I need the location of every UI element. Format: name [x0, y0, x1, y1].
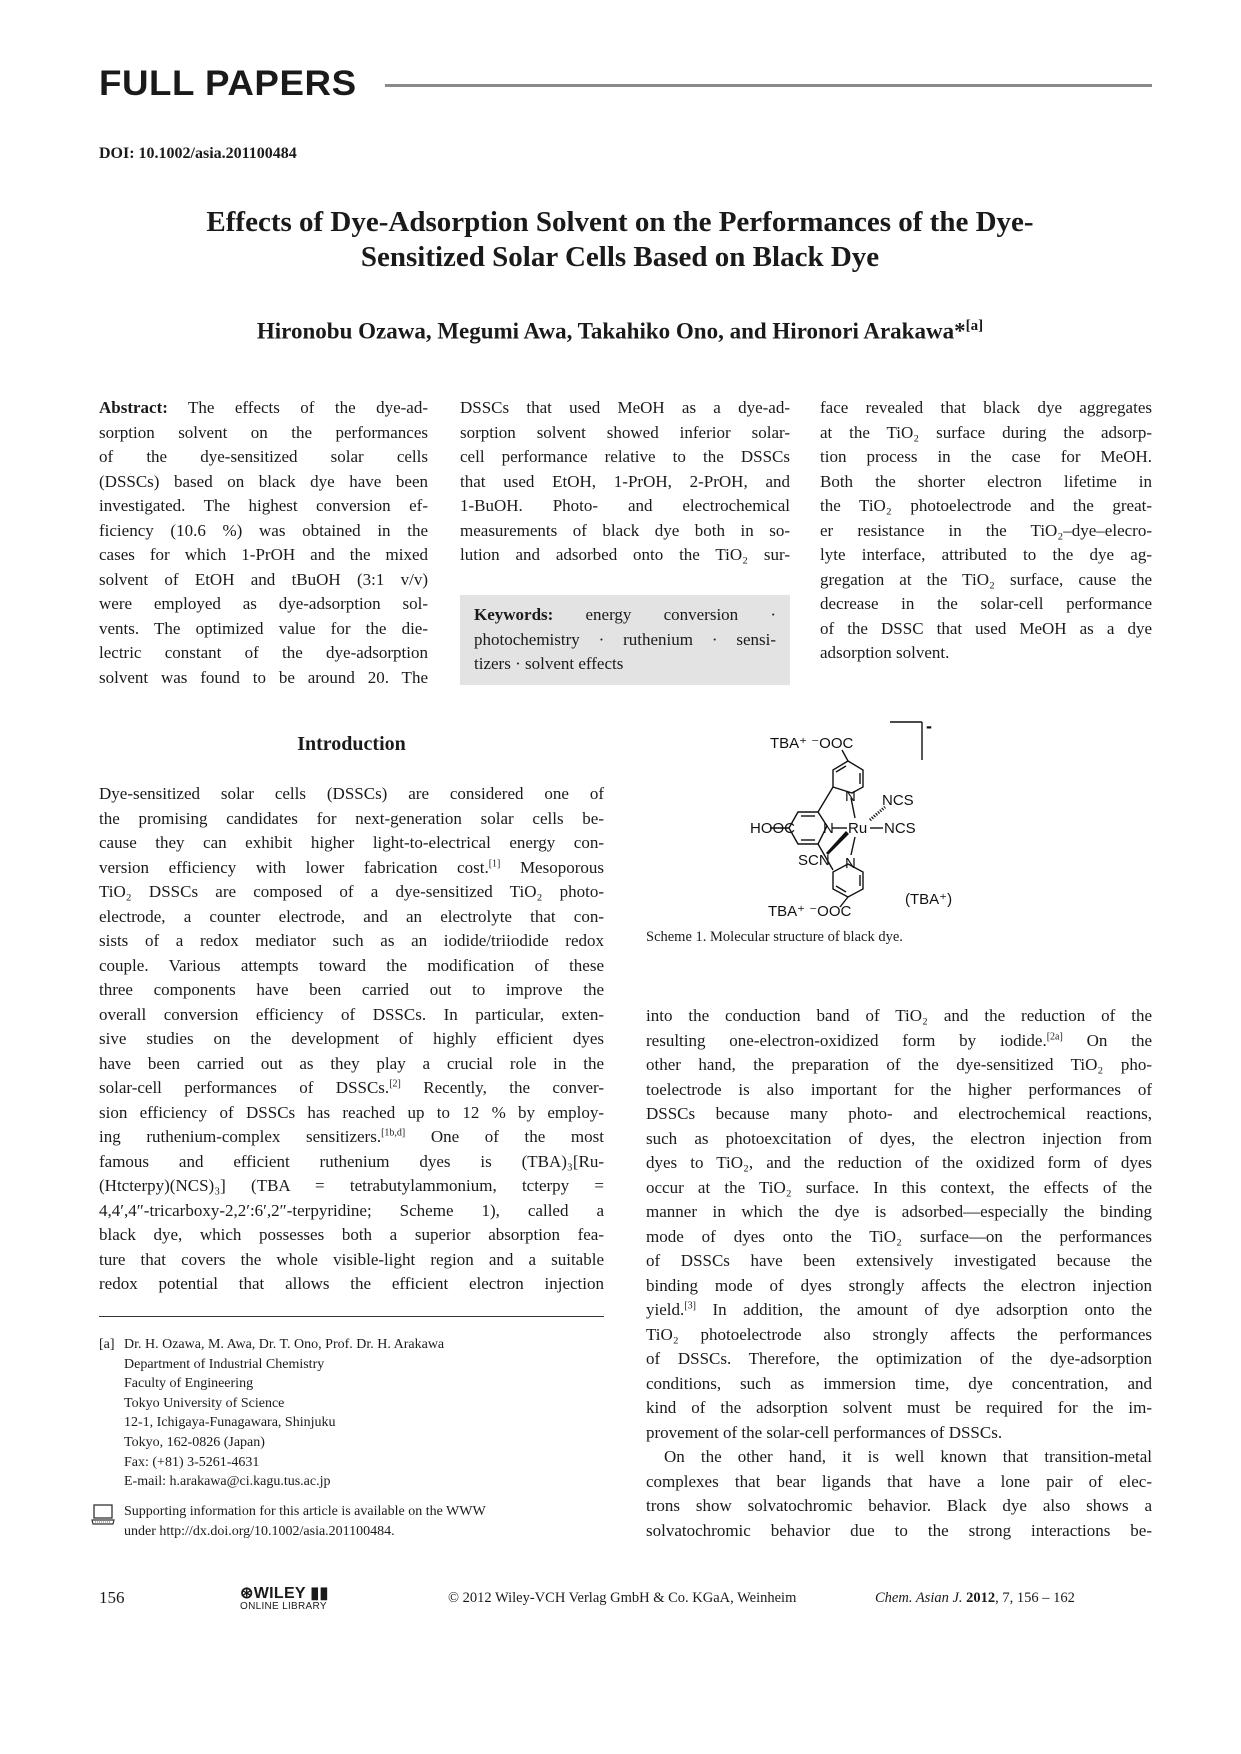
text-line: sorption solvent showed inferior solar-	[460, 422, 790, 442]
affiliation-footnote	[99, 1335, 444, 1492]
text-line: er resistance in the TiO₂–dye–elecro-	[820, 520, 1152, 540]
text-line: ing ruthenium-complex sensitizers.[1b,d] One of the most	[99, 1127, 604, 1146]
author-names: Hironobu Ozawa, Megumi Awa, Takahiko Ono, and Hironori Arakawa*	[256, 318, 966, 344]
text-line: couple. Various attempts toward the modification of these	[99, 955, 604, 975]
wiley-mark-icon: ⊛	[240, 1585, 254, 1602]
text-line: cell performance relative to the DSSCs	[460, 447, 790, 466]
text-line: kind of the adsorption solvent must be required for the im-	[646, 1398, 1152, 1417]
text-line: mode of dyes onto the TiO₂ surface—on the performances	[646, 1226, 1152, 1246]
citation-ref[interactable]: [2]	[389, 1078, 401, 1090]
text-line: E-mail: h.arakawa@ci.kagu.tus.ac.jp	[124, 1474, 331, 1490]
text-line: investigated. The highest conversion ef-	[99, 496, 428, 515]
citation-ref[interactable]: [2a]	[1046, 1030, 1063, 1042]
text-line: (DSSCs) based on black dye have been	[99, 471, 428, 491]
abstract-column-3	[820, 396, 1152, 666]
text-line: solvent was found to be around 20. The	[99, 667, 428, 687]
inline-label: Abstract:	[99, 398, 168, 417]
charge-label: -	[926, 716, 932, 736]
text-line: DSSCs because many photo- and electrochemical reactions,	[646, 1104, 1152, 1123]
text-line: complexes that bear ligands that have a lone pair of elec-	[646, 1471, 1152, 1491]
footnote-rule	[99, 1316, 604, 1317]
text-line: Fax: (+81) 3-5261-4631	[124, 1454, 260, 1470]
text-line: Tokyo University of Science	[124, 1395, 285, 1411]
n-mid-label: N	[823, 820, 834, 837]
text-line: solvatochromic behavior due to the strong interactions be-	[646, 1520, 1152, 1540]
title-line-1: Effects of Dye-Adsorption Solvent on the Performances of the Dye-	[206, 206, 1034, 238]
scn-label: SCN	[798, 852, 830, 869]
text-line: the TiO₂ photoelectrode and the great-	[820, 496, 1152, 515]
text-line: lectric constant of the dye-adsorption	[99, 643, 428, 662]
text-line: cases for which 1-PrOH and the mixed	[99, 545, 428, 564]
text-line: of the DSSC that used MeOH as a dye	[820, 618, 1152, 638]
journal-year: 2012	[966, 1590, 996, 1606]
citation-ref[interactable]: [3]	[684, 1300, 696, 1312]
metal-label: Ru	[848, 820, 868, 837]
ncs-upper-label: NCS	[882, 792, 914, 809]
n-bottom-label: N	[845, 855, 856, 872]
top-carboxylate-label: TBA⁺ ⁻OOC	[770, 735, 854, 752]
text-line: sive studies on the development of highly efficient dyes	[99, 1029, 604, 1048]
text-line: decrease in the solar-cell performance	[820, 594, 1152, 613]
text-line: were employed as dye-adsorption sol-	[99, 594, 428, 613]
text-line: of the dye-sensitized solar cells	[99, 447, 428, 466]
text-line: DSSCs that used MeOH as a dye-ad-	[460, 398, 790, 417]
abstract-column-1	[99, 396, 428, 690]
line-text: The effects of the dye-ad-	[167, 398, 428, 417]
wiley-online-library-logo	[240, 1583, 329, 1612]
counterion-label: (TBA⁺)	[905, 891, 953, 908]
text-line: Supporting information for this article is available on the WWW	[124, 1504, 486, 1519]
page-number: 156	[99, 1588, 125, 1607]
text-line: binding mode of dyes strongly affects the electron injection	[646, 1275, 1152, 1295]
text-line: overall conversion efficiency of DSSCs. In particular, exten-	[99, 1004, 604, 1024]
introduction-right-column	[646, 1004, 1152, 1543]
text-line: Tokyo, 162-0826 (Japan)	[124, 1434, 265, 1450]
text-line: famous and efficient ruthenium dyes is (TBA)₃[Ru-	[99, 1151, 604, 1171]
text-line: black dye, which possesses both a superior absorption fea-	[99, 1225, 604, 1244]
books-icon: ▮▮	[310, 1585, 329, 1602]
black-dye-structure	[620, 700, 1241, 930]
n-top-label: N	[845, 788, 856, 805]
keywords-box	[460, 595, 790, 685]
text-line: tizers · solvent effects	[474, 654, 624, 673]
text-line: measurements of black dye both in so-	[460, 520, 790, 540]
text-line: gregation at the TiO₂ surface, cause the	[820, 569, 1152, 589]
inline-label: Keywords:	[474, 605, 554, 624]
section-heading-introduction: Introduction	[297, 733, 406, 755]
text-line: Dye-sensitized solar cells (DSSCs) are considered one of	[99, 784, 604, 803]
text-line: 1-BuOH. Photo- and electrochemical	[460, 496, 790, 515]
text-line: vents. The optimized value for the die-	[99, 618, 428, 638]
text-line: Dr. H. Ozawa, M. Awa, Dr. T. Ono, Prof. Dr. H. Arakawa	[124, 1337, 445, 1352]
computer-icon	[91, 1504, 115, 1526]
citation-ref[interactable]: [1]	[488, 857, 501, 869]
journal-citation	[875, 1590, 1075, 1607]
text-line: the promising candidates for next-generation solar cells be-	[99, 808, 604, 828]
text-line: ture that covers the whole visible-light region and a suitable	[99, 1249, 604, 1269]
text-line: (Htcterpy)(NCS)₃] (TBA = tetrabutylammonium, tcterpy =	[99, 1176, 604, 1195]
logo-bottom-text: ONLINE LIBRARY	[240, 1601, 327, 1612]
text-line: solvent of EtOH and tBuOH (3:1 v/v)	[99, 569, 428, 589]
supporting-info-note	[91, 1502, 486, 1541]
text-line: Both the shorter electron lifetime in	[820, 471, 1152, 491]
text-line: other hand, the preparation of the dye-sensitized TiO₂ pho-	[646, 1055, 1152, 1074]
text-line: redox potential that allows the efficient electron injection	[99, 1274, 604, 1293]
text-line: Department of Industrial Chemistry	[124, 1356, 325, 1372]
text-line: lyte interface, attributed to the dye ag-	[820, 545, 1152, 564]
article-title	[120, 205, 1120, 275]
bottom-carboxylate-label: TBA⁺ ⁻OOC	[768, 903, 852, 920]
header-rule	[385, 84, 1152, 87]
text-line: three components have been carried out to improve the	[99, 980, 604, 999]
journal-name: Chem. Asian J.	[875, 1590, 963, 1606]
scheme-caption: Scheme 1. Molecular structure of black dye.	[646, 929, 903, 945]
text-line: version efficiency with lower fabrication cost.[1] Mesoporous	[99, 857, 604, 877]
text-line: face revealed that black dye aggregates	[820, 398, 1152, 417]
text-line: have been carried out as they play a crucial role in the	[99, 1053, 604, 1073]
title-line-2: Sensitized Solar Cells Based on Black Dye	[360, 241, 880, 273]
text-line: ficiency (10.6 %) was obtained in the	[99, 520, 428, 540]
text-line: 4,4′,4″-tricarboxy-2,2′:6′,2″-terpyridine; Scheme 1), called a	[99, 1200, 604, 1220]
text-line: adsorption solvent.	[820, 643, 950, 662]
doi: DOI: 10.1002/asia.201100484	[99, 145, 297, 162]
introduction-left-column	[99, 782, 604, 1297]
text-line	[474, 603, 776, 628]
abstract-column-2	[460, 396, 790, 568]
affiliation-mark: [a]	[965, 318, 984, 334]
text-line: conditions, such as immersion time, dye concentration, and	[646, 1373, 1152, 1393]
text-line: photochemistry · ruthenium · sensi-	[474, 629, 776, 649]
text-line: occur at the TiO₂ surface. In this context, the effects of the	[646, 1177, 1152, 1197]
text-line: sion efficiency of DSSCs has reached up to 12 % by employ-	[99, 1102, 604, 1122]
footnote-marker: [a]	[99, 1337, 115, 1352]
text-line: toelectrode is also important for the higher performances of	[646, 1079, 1152, 1099]
line-text: energy conversion ·	[553, 605, 776, 624]
ncs-right-label: NCS	[884, 820, 916, 837]
text-line: electrode, a counter electrode, and an electrolyte that con-	[99, 906, 604, 926]
text-line: into the conduction band of TiO₂ and the reduction of the	[646, 1006, 1152, 1025]
text-line: TiO₂ DSSCs are composed of a dye-sensitized TiO₂ photo-	[99, 882, 604, 901]
text-line: lution and adsorbed onto the TiO₂ sur-	[460, 545, 790, 564]
text-line: solar-cell performances of DSSCs.[2] Recently, the conver-	[99, 1078, 604, 1097]
text-line: Faculty of Engineering	[124, 1376, 254, 1392]
text-line: of DSSCs have been extensively investigated because the	[646, 1251, 1152, 1270]
text-line: at the TiO₂ surface during the adsorp-	[820, 422, 1152, 442]
citation-ref[interactable]: [1b,d]	[381, 1127, 406, 1139]
text-line: of DSSCs. Therefore, the optimization of the dye-adsorption	[646, 1349, 1152, 1368]
text-line: yield.[3] In addition, the amount of dye adsorption onto the	[646, 1300, 1152, 1319]
text-line: trons show solvatochromic behavior. Black dye also shows a	[646, 1496, 1152, 1515]
author-list	[120, 318, 1120, 345]
text-line: resulting one-electron-oxidized form by iodide.[2a] On the	[646, 1030, 1152, 1050]
text-line: manner in which the dye is adsorbed—especially the binding	[646, 1202, 1152, 1221]
acid-label: HOOC	[750, 820, 795, 837]
text-line	[99, 396, 428, 421]
text-line: sorption solvent on the performances	[99, 422, 428, 442]
copyright: © 2012 Wiley-VCH Verlag GmbH & Co. KGaA, Weinheim	[448, 1590, 797, 1606]
text-line: provement of the solar-cell performances of DSSCs.	[646, 1422, 1003, 1442]
text-line: cause they can exhibit higher light-to-electrical energy con-	[99, 833, 604, 852]
journal-volume-pages: , 7, 156 – 162	[995, 1590, 1075, 1606]
supporting-info-text[interactable]	[124, 1502, 486, 1541]
text-line: tion process in the case for MeOH.	[820, 447, 1152, 466]
text-line: TiO₂ photoelectrode also strongly affects the performances	[646, 1324, 1152, 1344]
text-line: such as photoexcitation of dyes, the electron injection from	[646, 1128, 1152, 1148]
keywords-list	[474, 603, 776, 677]
text-line: sists of a redox mediator such as an iodide/triiodide redox	[99, 931, 604, 950]
logo-top-text: WILEY	[253, 1585, 306, 1602]
text-line: that used EtOH, 1-PrOH, 2-PrOH, and	[460, 471, 790, 491]
section-label: FULL PAPERS	[99, 64, 357, 103]
text-line: under http://dx.doi.org/10.1002/asia.201100484.	[124, 1523, 395, 1539]
footnote-body	[124, 1335, 444, 1492]
text-line: 12-1, Ichigaya-Funagawara, Shinjuku	[124, 1415, 336, 1431]
text-line: On the other hand, it is well known that transition-metal	[664, 1447, 1152, 1466]
text-line: dyes to TiO₂, and the reduction of the oxidized form of dyes	[646, 1153, 1152, 1172]
